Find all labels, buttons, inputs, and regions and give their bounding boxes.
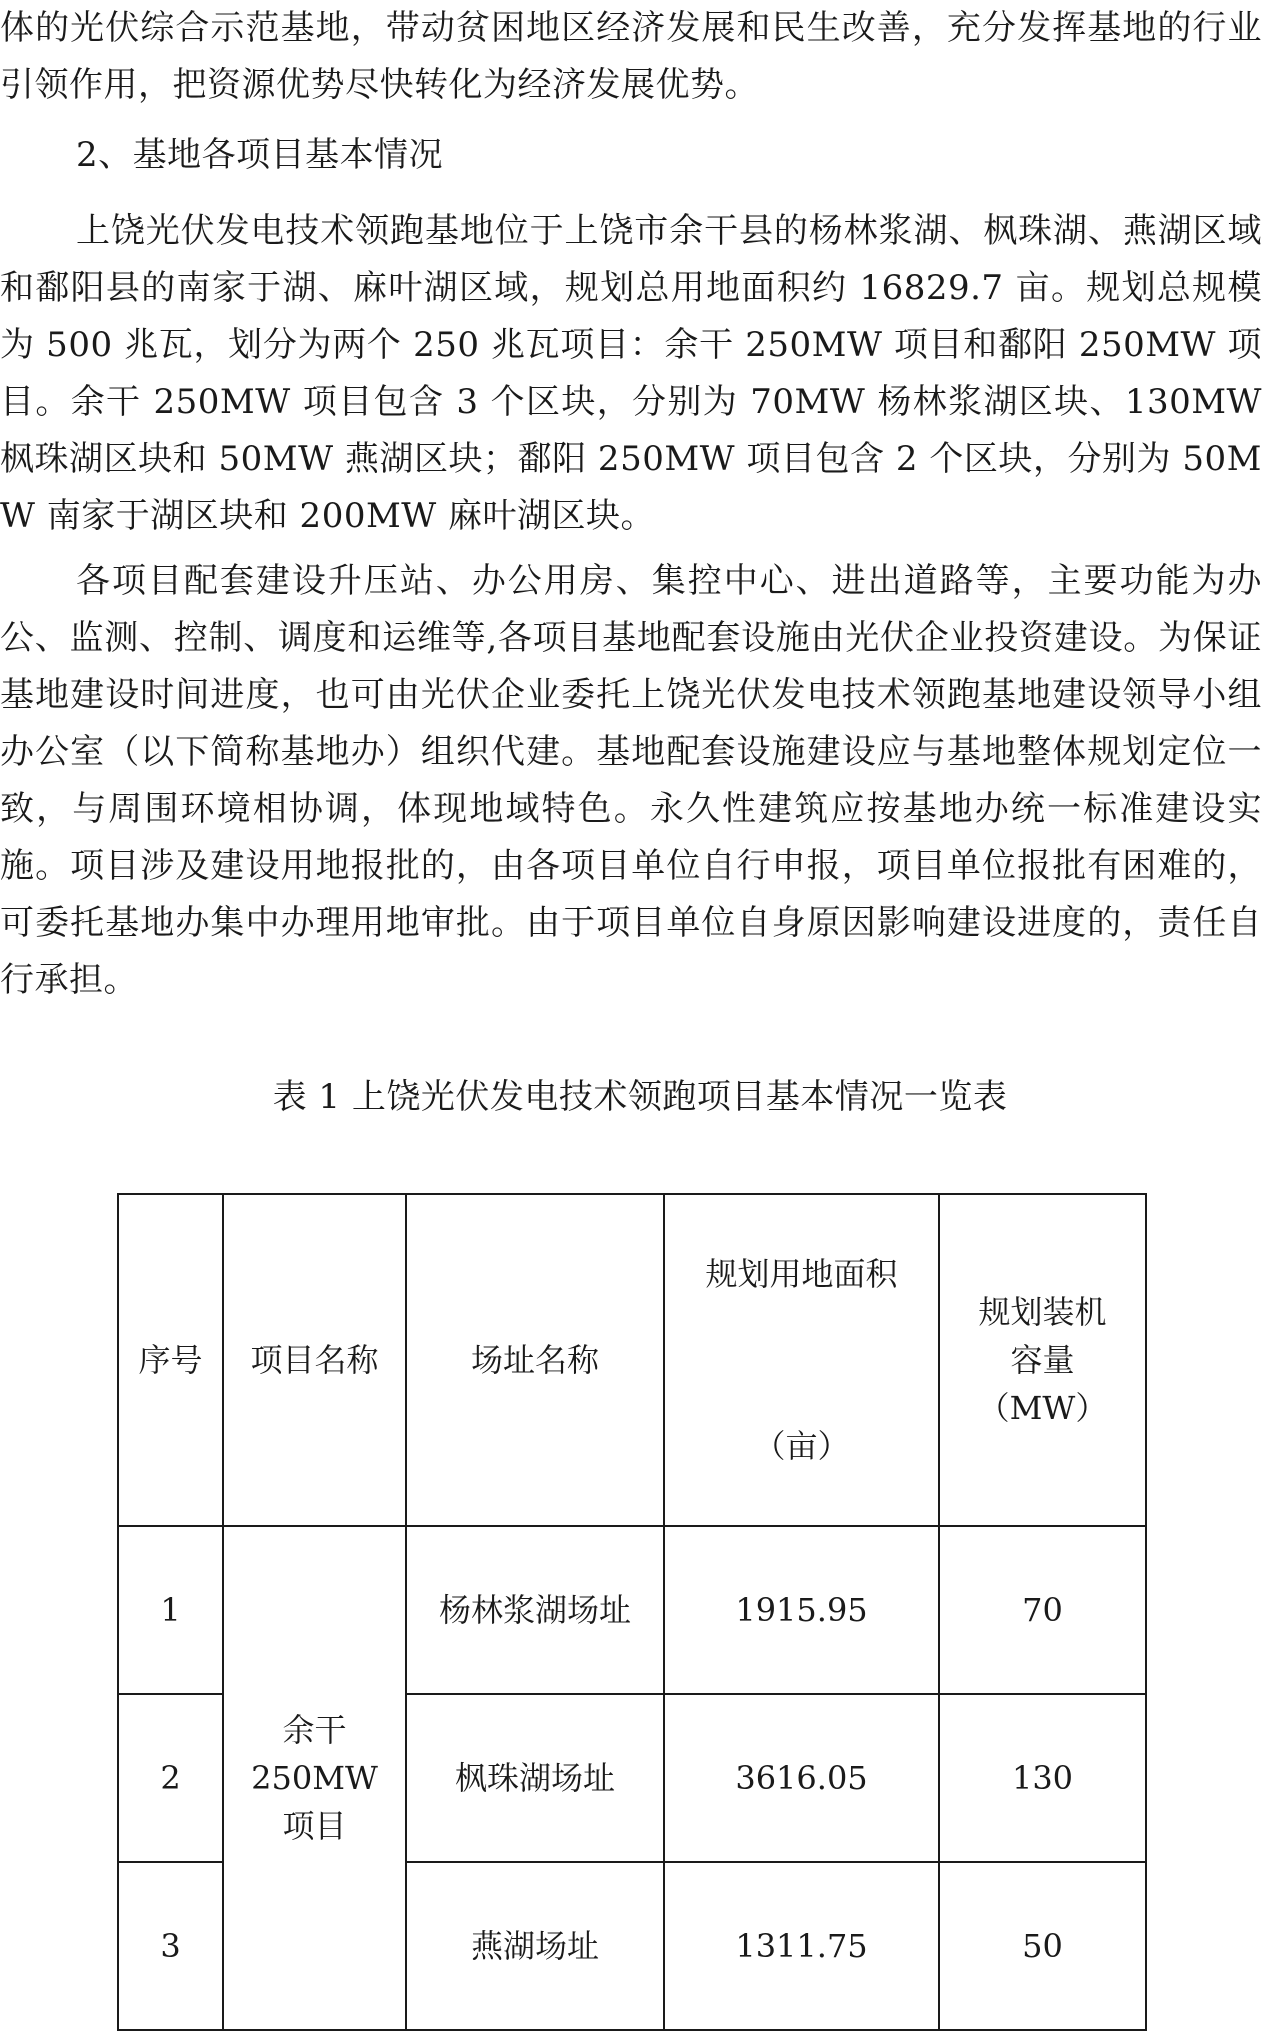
cell-planned-area: 1915.95 [664,1526,939,1694]
cell-index: 2 [118,1694,223,1862]
cell-planned-capacity: 70 [939,1526,1146,1694]
cell-site-name: 燕湖场址 [406,1862,664,2030]
header-project-name: 项目名称 [223,1194,406,1526]
paragraph-supporting-facilities: 各项目配套建设升压站、办公用房、集控中心、进出道路等，主要功能为办公、监测、控制、调度和运维等,各项目基地配套设施由光伏企业投资建设。为保证基地建设时间进度，也可由光伏企业委托上饶光伏发电技术领跑基地建设领导小组办公室（以下简称基地办）组织代建。基地配套设施建设应与基地整体规划定位一致，与周围环境相协调，体现地域特色。永久性建筑应按基地办统一标准建设实施。项目涉及建设用地报批的，由各项目单位自行申报，项目单位报批有困难的，可委托基地办集中办理用地审批。由于项目单位自身原因影响建设进度的，责任自行承担。 [0,561,1262,1000]
header-planned-area [664,1194,939,1526]
header-planned-area-unit: （亩） [753,1427,850,1465]
cell-planned-area: 1311.75 [664,1862,939,2030]
table-row [118,1526,1146,1694]
header-planned-capacity: 规划装机容量（MW） [939,1194,1146,1526]
cell-index: 3 [118,1862,223,2030]
cell-planned-area: 3616.05 [664,1694,939,1862]
header-index: 序号 [118,1194,223,1526]
cell-index: 1 [118,1526,223,1694]
cell-site-name: 杨林浆湖场址 [406,1526,664,1694]
header-planned-area-label: 规划用地面积 [705,1255,898,1293]
header-site-name: 场址名称 [406,1194,664,1526]
section-heading: 2、基地各项目基本情况 [76,135,444,175]
project-info-table [117,1193,1147,2031]
paragraph-intro-tail: 体的光伏综合示范基地，带动贫困地区经济发展和民生改善，充分发挥基地的行业引领作用，把资源优势尽快转化为经济发展优势。 [0,8,1262,105]
paragraph-base-overview: 上饶光伏发电技术领跑基地位于上饶市余干县的杨林浆湖、枫珠湖、燕湖区域和鄱阳县的南家于湖、麻叶湖区域，规划总用地面积约 16829.7 亩。规划总规模为 500 兆瓦，划分为两个 250 兆瓦项目：余干 250MW 项目和鄱阳 250MW 项目。余干 250MW 项目包含 3 个区块，分别为 70MW 杨林浆湖区块、130MW 枫珠湖区块和 50MW 燕湖区块；鄱阳 250MW 项目包含 2 个区块，分别为 50MW 南家于湖区块和 200MW 麻叶湖区块。 [0,211,1262,536]
cell-planned-capacity: 130 [939,1694,1146,1862]
cell-project-name: 余干250MW 项目 [223,1526,406,2030]
cell-site-name: 枫珠湖场址 [406,1694,664,1862]
table-header-row [118,1194,1146,1526]
table-caption: 表 1 上饶光伏发电技术领跑项目基本情况一览表 [272,1077,1008,1117]
cell-planned-capacity: 50 [939,1862,1146,2030]
